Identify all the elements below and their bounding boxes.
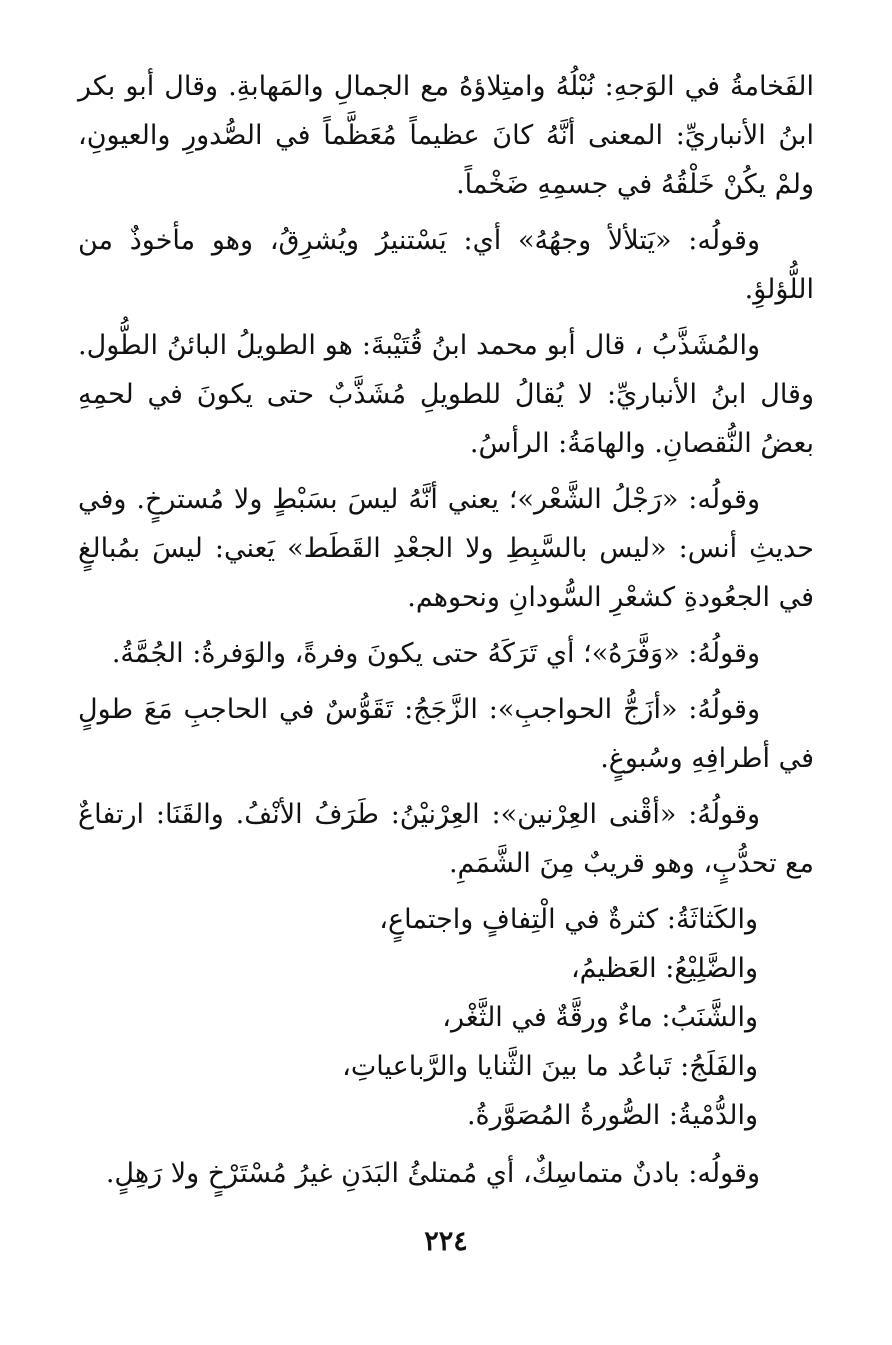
paragraph-aqna: وقولُهُ: «أقْنى العِرْنين»: العِرْنيْنُ: طَرَفُ الأنْفُ. والقَنَا: ارتفاعٌ مع تحدُّبٍ، وهو قريبٌ مِنَ الشَّمَمِ. (78, 799, 814, 879)
paragraph-fakhama: الفَخامةُ في الوَجهِ: نُبْلُهُ وامتِلاؤهُ مع الجمالِ والمَهابةِ. وقال أبو بكر ابنُ الأنباريِّ: المعنى أنَّهُ كانَ عظيماً مُعَظَّماً في الصُّدورِ والعيونِ، ولمْ يكُنْ خَلْقُهُ في جسمِهِ ضَخْماً. (78, 71, 814, 200)
definition-item: والفَلَجُ: تَباعُد ما بينَ الثَّنايا والرَّباعياتِ، (342, 1051, 758, 1082)
definition-item: والدُّمْيةُ: الصُّورةُ المُصَوَّرةُ. (466, 1100, 758, 1131)
paragraph-azajj: وقولُهُ: «أزَجُّ الحواجبِ»: الزَّجَجُ: تَقَوُّسٌ في الحاجبِ مَعَ طولٍ في أطرافِهِ وسُبوغٍ. (78, 694, 814, 774)
paragraph-badin: وقولُه: بادنٌ متماسِكٌ، أي مُمتلئُ البَدَنِ غيرُ مُسْتَرْخٍ ولا رَهِلٍ. (105, 1158, 760, 1189)
definition-item: والشَّنَبُ: ماءٌ ورقَّةٌ في الثَّغْر، (442, 1002, 758, 1033)
page-number: ٢٢٤ (424, 1226, 468, 1257)
definitions-list (78, 895, 814, 1140)
paragraph-rajl-alshar: وقولُه: «رَجْلُ الشَّعْر»؛ يعني أنَّهُ ليسَ بسَبْطٍ ولا مُسترخٍ. وفي حديثِ أنس: «ليس بالسَّبِطِ ولا الجعْدِ القَطَط» يَعني: ليسَ بمُبالغٍ في الجعُودةِ كشعْرِ السُّودانِ ونحوهم. (78, 484, 814, 613)
definition-item: والضَّلِيْعُ: العَظيمُ، (570, 953, 758, 984)
paragraph-mushadhdhab: والمُشَذَّبُ ، قال أبو محمد ابنُ قُتَيْبةَ: هو الطويلُ البائنُ الطُّول. وقال ابنُ الأنباريِّ: لا يُقالُ للطويلِ مُشَذَّبٌ حتى يكونَ في لحمِهِ بعضُ النُّقصانِ. والهامَةُ: الرأسُ. (78, 330, 814, 459)
paragraph-waffarahu: وقولُهُ: «وَفَّرَهُ»؛ أي تَرَكَهُ حتى يكونَ وفرةً، والوَفرةُ: الجُمَّةُ. (111, 638, 760, 669)
paragraph-yatalala: وقولُه: «يَتلألأ وجهُهُ» أي: يَسْتنيرُ ويُشرِقُ، وهو مأخوذٌ من اللُّؤلؤِ. (78, 225, 814, 305)
page-body (78, 62, 814, 1205)
definition-item: والكَثاثَةُ: كثرةٌ في الْتِفافٍ واجتماعٍ، (379, 904, 758, 935)
